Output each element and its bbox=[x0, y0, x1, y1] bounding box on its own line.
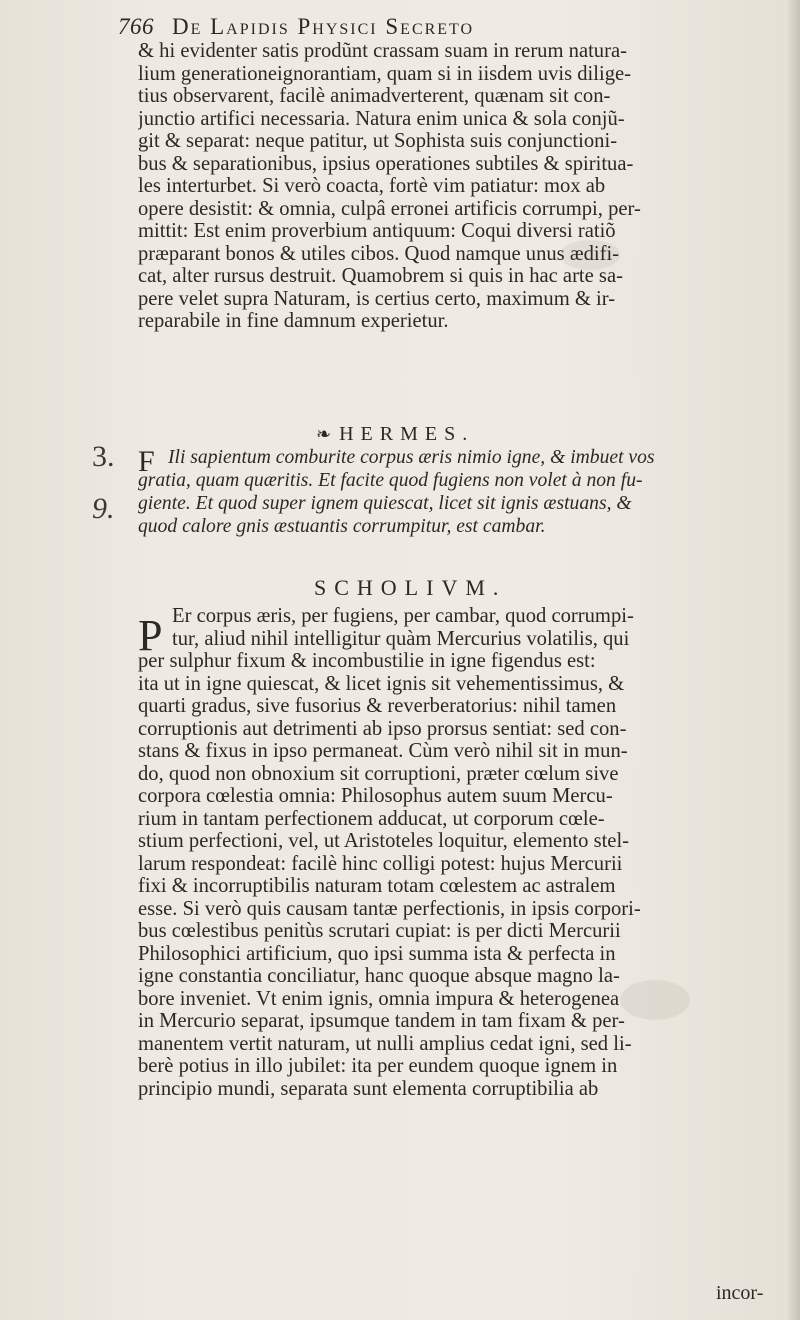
text-line: Er corpus æris, per fugiens, per cambar, quod corrumpi- bbox=[172, 605, 634, 627]
text-line: stium perfectioni, vel, ut Aristoteles loquitur, elemento stel- bbox=[138, 830, 630, 852]
text-line: pere velet supra Naturam, is certius certo, maximum & ir- bbox=[138, 287, 616, 310]
text-line: igne constantia conciliatur, hanc quoque absque magno la- bbox=[138, 965, 620, 987]
text-line: berè potius in illo jubilet: ita per eundem quoque ignem in bbox=[138, 1055, 618, 1077]
running-head: De Lapidis Physici Secreto bbox=[172, 14, 475, 39]
text-line: gratia, quam quæritis. Et facite quod fugiens non volet à non fu- bbox=[138, 470, 643, 491]
section-heading-hermes bbox=[316, 423, 474, 446]
text-line: Ili sapientum comburite corpus æris nimio igne, & imbuet vos bbox=[168, 447, 655, 468]
text-line: junctio artifici necessaria. Natura enim unica & sola conjũ- bbox=[138, 107, 625, 130]
hermes-title: HERMES. bbox=[339, 423, 475, 445]
page-gutter-shadow bbox=[786, 0, 800, 1320]
text-line: tius observarent, facilè animadverterent, quænam sit con- bbox=[138, 85, 611, 107]
text-line: do, quod non obnoxium sit corruptioni, præter cœlum sive bbox=[138, 762, 619, 785]
text-line: præparant bonos & utiles cibos. Quod namque unus ædifi- bbox=[138, 242, 620, 265]
text-line: lium generationeignorantiam, quam si in iisdem uvis dilige- bbox=[138, 62, 632, 85]
text-line: les interturbet. Si verò coacta, fortè vim patiatur: mox ab bbox=[138, 175, 606, 197]
text-line: fixi & incorruptibilis naturam totam cœlestem ac astralem bbox=[138, 875, 616, 897]
scholium-paragraph bbox=[138, 605, 778, 1100]
text-line: cat, alter rursus destruit. Quamobrem si quis in hac arte sa- bbox=[138, 265, 623, 287]
text-line: per sulphur fixum & incombustilie in igne figendus est: bbox=[138, 650, 596, 672]
catchword: incor- bbox=[716, 1282, 764, 1304]
text-line: opere desistit: & omnia, culpâ erronei artificis corrumpi, per- bbox=[138, 197, 641, 220]
text-line: bus cœlestibus penitùs scrutari cupiat: is per dicti Mercurii bbox=[138, 920, 621, 942]
text-line: reparabile in fine damnum experietur. bbox=[138, 310, 449, 332]
drop-cap-f: F bbox=[138, 445, 155, 478]
text-line: mittit: Est enim proverbium antiquum: Coqui diversi ratiõ bbox=[138, 220, 616, 242]
text-line: rium in tantam perfectionem adducat, ut corporum cœle- bbox=[138, 807, 605, 830]
drop-cap-p: P bbox=[138, 611, 163, 660]
margin-note-number: 9. bbox=[92, 492, 115, 525]
text-line: corruptionis aut detrimenti ab ipso prorsus sentiat: sed con- bbox=[138, 717, 627, 740]
text-line: principio mundi, separata sunt elementa corruptibilia ab bbox=[138, 1077, 599, 1100]
text-line: & hi evidenter satis prodũnt crassam suam in rerum natura- bbox=[138, 40, 627, 62]
text-line: giente. Et quod super ignem quiescat, licet sit ignis æstuans, & bbox=[138, 493, 632, 514]
page-number: 766 bbox=[118, 14, 154, 39]
text-line: manentem vertit naturam, ut nulli amplius cedat igni, sed li- bbox=[138, 1032, 632, 1055]
fleuron-icon: ❧ bbox=[316, 424, 332, 444]
text-line: in Mercurio separat, ipsumque tandem in tam fixam & per- bbox=[138, 1010, 625, 1032]
text-line: bus & separationibus, ipsius operationes subtiles & spiritua- bbox=[138, 152, 634, 175]
paragraph-intro bbox=[138, 40, 778, 333]
text-line: quarti gradus, sive fusorius & reverberatorius: nihil tamen bbox=[138, 695, 617, 717]
text-line: larum respondeat: facilè hinc colligi potest: hujus Mercurii bbox=[138, 852, 623, 875]
text-line: ita ut in igne quiescat, & licet ignis sit vehementissimus, & bbox=[138, 672, 625, 695]
text-line: Philosophici artificium, quo ipsi summa ista & perfecta in bbox=[138, 942, 616, 965]
text-line: quod calore gnis æstuantis corrumpitur, est cambar. bbox=[138, 516, 546, 537]
text-line: git & separat: neque patitur, ut Sophista suis conjunctioni- bbox=[138, 130, 618, 152]
text-line: corpora cœlestia omnia: Philosophus autem suum Mercu- bbox=[138, 785, 613, 807]
text-line: stans & fixus in ipso permaneat. Cùm verò nihil sit in mun- bbox=[138, 740, 628, 762]
text-line: tur, aliud nihil intelligitur quàm Mercurius volatilis, qui bbox=[172, 627, 630, 650]
section-heading-scholium: SCHOLIVM. bbox=[314, 575, 507, 600]
margin-note-number: 3. bbox=[92, 440, 115, 473]
text-line: bore inveniet. Vt enim ignis, omnia impura & heterogenea bbox=[138, 987, 620, 1010]
hermes-quotation bbox=[138, 446, 788, 538]
text-line: esse. Si verò quis causam tantæ perfectionis, in ipsis corpori- bbox=[138, 897, 641, 920]
